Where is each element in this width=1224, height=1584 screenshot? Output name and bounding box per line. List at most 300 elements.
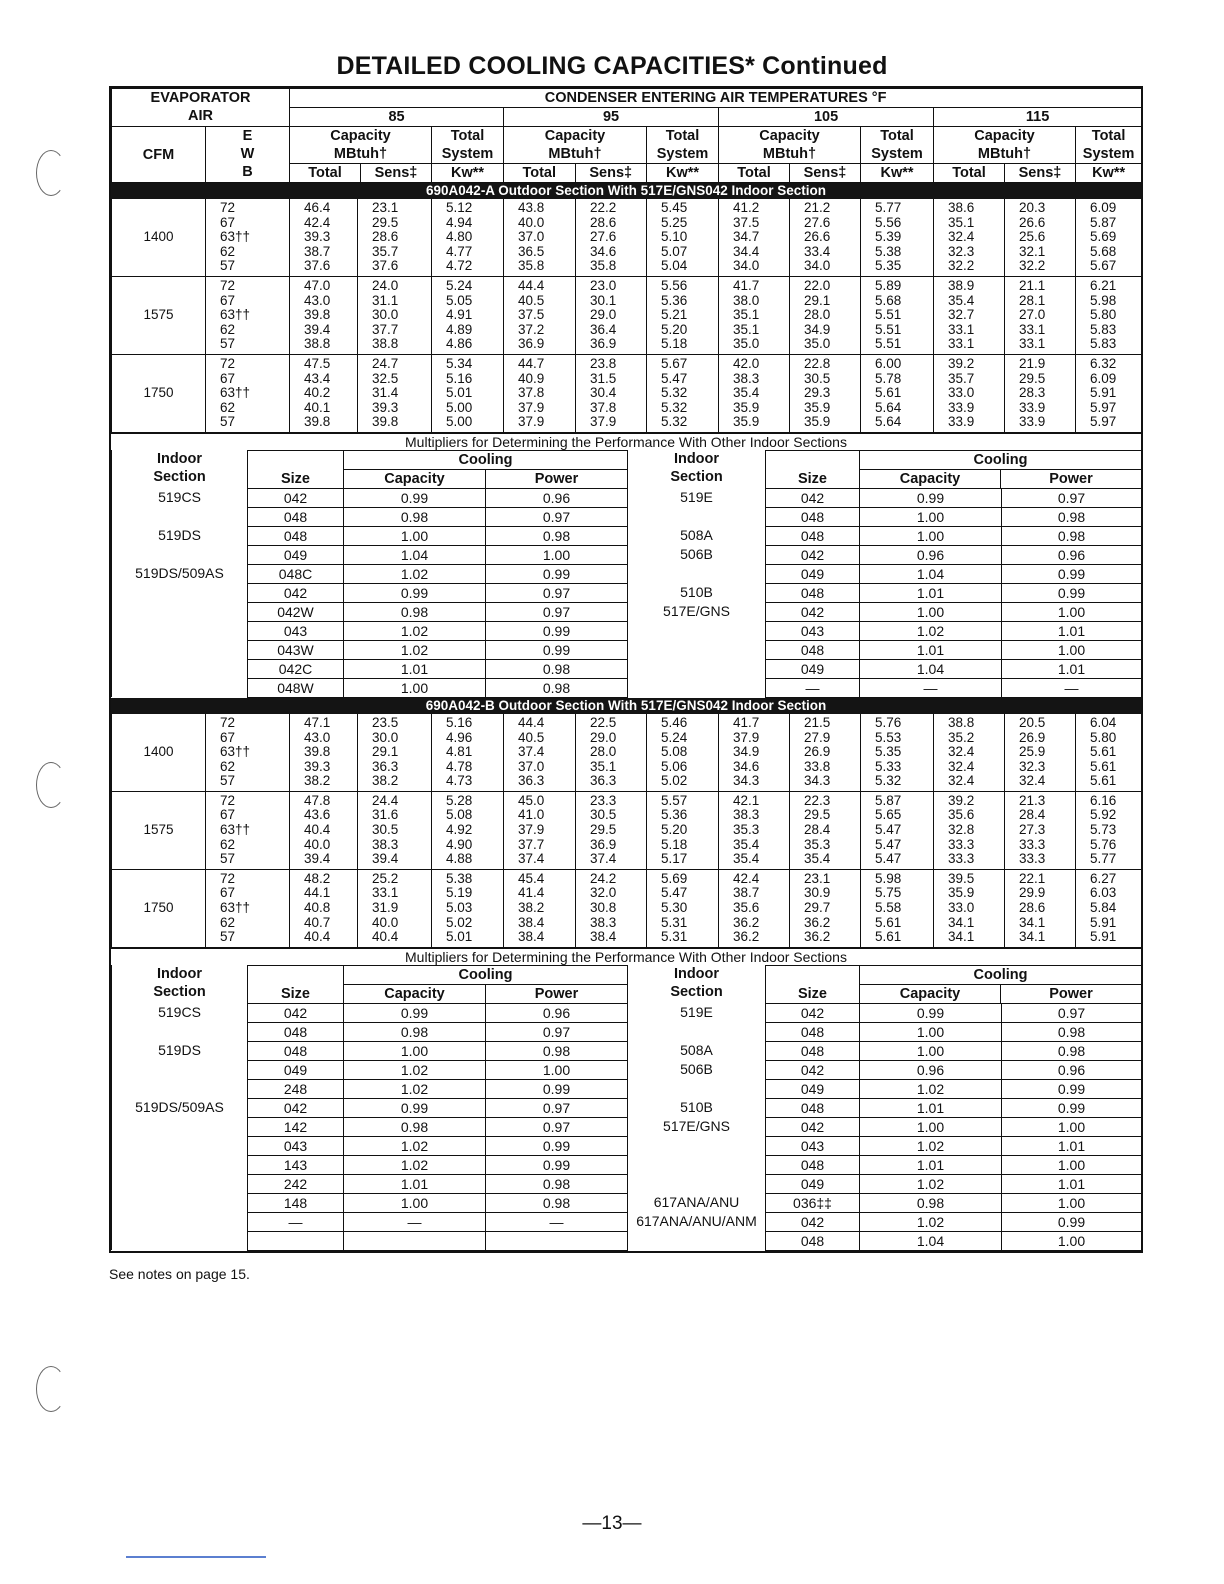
data-cell: 33.9 bbox=[948, 399, 975, 415]
multiplier-cell: 248 bbox=[248, 1079, 344, 1098]
multiplier-cell: 0.97 bbox=[486, 507, 628, 526]
data-cell: 5.33 bbox=[875, 758, 902, 774]
data-cell: 5.05 bbox=[446, 292, 473, 308]
data-cell: 33.3 bbox=[948, 836, 975, 852]
footer-rule bbox=[126, 1556, 266, 1558]
multiplier-cell: 0.98 bbox=[1002, 1022, 1142, 1041]
data-cell: 4.92 bbox=[446, 822, 473, 838]
data-cell: 36.2 bbox=[804, 929, 831, 945]
ewb-b: B bbox=[242, 164, 253, 180]
data-cell: 21.1 bbox=[1019, 277, 1046, 293]
data-cell: 6.32 bbox=[1090, 355, 1117, 371]
binder-hole-bottom bbox=[36, 1366, 66, 1412]
ewb-value: 72 bbox=[220, 792, 236, 808]
data-cell: 38.4 bbox=[590, 929, 617, 945]
performance-table bbox=[111, 714, 1142, 948]
data-cell: 40.7 bbox=[304, 914, 331, 930]
mult-section-label: Section bbox=[153, 984, 206, 1001]
multiplier-cell: 049 bbox=[766, 659, 860, 678]
data-cell: 34.6 bbox=[590, 243, 617, 259]
data-cell: 5.73 bbox=[1090, 822, 1117, 838]
multiplier-cell: 048W bbox=[248, 678, 344, 697]
multiplier-cell: 0.99 bbox=[486, 1136, 628, 1155]
data-cell: 40.5 bbox=[518, 292, 545, 308]
data-cell: 5.51 bbox=[875, 336, 902, 352]
multiplier-cell bbox=[344, 1231, 486, 1250]
ewb-header bbox=[206, 127, 290, 183]
multiplier-cell: 043 bbox=[766, 621, 860, 640]
data-cell: 5.02 bbox=[661, 773, 688, 789]
data-cell: 30.5 bbox=[372, 822, 399, 838]
data-cell: 33.4 bbox=[804, 243, 831, 259]
data-cell: 5.87 bbox=[875, 792, 902, 808]
data-cell: 29.7 bbox=[804, 900, 831, 916]
data-cell: 45.0 bbox=[518, 792, 545, 808]
data-cell: 5.31 bbox=[661, 914, 688, 930]
mult-section-label: Section bbox=[670, 984, 723, 1001]
condenser-header bbox=[290, 89, 1142, 127]
data-cell: 38.2 bbox=[304, 773, 331, 789]
data-cell: 32.0 bbox=[590, 885, 617, 901]
system-label: System bbox=[656, 146, 709, 162]
mult-indoor-label: Indoor bbox=[673, 966, 720, 983]
mult-size-header: Size bbox=[248, 450, 344, 488]
data-cell: 37.7 bbox=[372, 321, 399, 337]
data-column bbox=[861, 354, 934, 432]
data-cell: 39.2 bbox=[948, 355, 975, 371]
data-cell: 29.5 bbox=[804, 807, 831, 823]
data-cell: 5.39 bbox=[875, 229, 902, 245]
data-cell: 22.0 bbox=[804, 277, 831, 293]
data-cell: 37.6 bbox=[304, 258, 331, 274]
data-cell: 5.56 bbox=[661, 277, 688, 293]
ewb-value: 62 bbox=[220, 836, 236, 852]
multiplier-cell: 042 bbox=[766, 488, 860, 507]
multiplier-row bbox=[112, 1098, 1142, 1117]
ewb-value: 72 bbox=[220, 714, 236, 730]
multiplier-cell: 0.98 bbox=[486, 659, 628, 678]
data-cell: 33.9 bbox=[948, 414, 975, 430]
data-column bbox=[432, 276, 504, 354]
multiplier-cell bbox=[112, 659, 248, 678]
multiplier-cell: — bbox=[1002, 678, 1142, 697]
cfm-header: CFM bbox=[112, 127, 206, 183]
data-cell: 35.4 bbox=[804, 851, 831, 867]
data-column bbox=[719, 276, 790, 354]
mbtuh-label: MBtuh† bbox=[548, 146, 602, 162]
data-cell: 5.78 bbox=[875, 370, 902, 386]
multiplier-cell: 1.02 bbox=[344, 1079, 486, 1098]
data-cell: 5.45 bbox=[661, 200, 688, 215]
data-cell: 22.3 bbox=[804, 792, 831, 808]
kw-label: Kw** bbox=[861, 163, 933, 182]
multiplier-cell: 0.97 bbox=[486, 602, 628, 621]
multiplier-cell: 1.01 bbox=[344, 1174, 486, 1193]
total-col-label: Total bbox=[719, 164, 790, 182]
total-label: Total bbox=[450, 128, 485, 144]
ewb-values bbox=[206, 869, 290, 947]
data-cell: 32.1 bbox=[1019, 243, 1046, 259]
data-cell: 5.61 bbox=[1090, 773, 1117, 789]
data-cell: 38.9 bbox=[948, 277, 975, 293]
data-cell: 5.38 bbox=[875, 243, 902, 259]
data-column bbox=[432, 869, 504, 947]
data-column bbox=[290, 354, 358, 432]
data-cell: 44.4 bbox=[518, 277, 545, 293]
data-column bbox=[576, 714, 647, 791]
data-cell: 35.9 bbox=[733, 414, 760, 430]
data-cell: 23.1 bbox=[372, 200, 399, 215]
multiplier-cell: 1.01 bbox=[860, 583, 1002, 602]
data-cell: 39.8 bbox=[304, 744, 331, 760]
data-cell: 39.4 bbox=[304, 321, 331, 337]
data-cell: 35.9 bbox=[733, 399, 760, 415]
ewb-value: 67 bbox=[220, 292, 236, 308]
sections-container bbox=[111, 183, 1141, 1251]
multiplier-cell: 0.97 bbox=[486, 1022, 628, 1041]
multiplier-cell: 1.00 bbox=[860, 1041, 1002, 1060]
multiplier-cell: 0.99 bbox=[1002, 1079, 1142, 1098]
data-column bbox=[576, 869, 647, 947]
data-cell: 44.7 bbox=[518, 355, 545, 371]
total-col-label: Total bbox=[934, 164, 1005, 182]
data-cell: 5.00 bbox=[446, 399, 473, 415]
data-cell: 37.4 bbox=[518, 744, 545, 760]
data-column bbox=[1076, 869, 1142, 947]
data-cell: 35.0 bbox=[804, 336, 831, 352]
data-column bbox=[290, 869, 358, 947]
data-cell: 42.0 bbox=[733, 355, 760, 371]
multiplier-cell: 0.99 bbox=[486, 1079, 628, 1098]
multiplier-cell: 1.00 bbox=[860, 526, 1002, 545]
mult-cooling-label: Cooling bbox=[344, 966, 627, 985]
multiplier-cell: 1.00 bbox=[860, 507, 1002, 526]
data-cell: 5.01 bbox=[446, 385, 473, 401]
multipliers-caption: Multipliers for Determining the Performance With Other Indoor Sections bbox=[111, 948, 1141, 965]
data-column bbox=[576, 354, 647, 432]
ewb-values bbox=[206, 714, 290, 791]
ewb-value: 57 bbox=[220, 258, 236, 274]
multiplier-cell bbox=[628, 1136, 766, 1155]
data-cell: 5.07 bbox=[661, 243, 688, 259]
multiplier-cell: 143 bbox=[248, 1155, 344, 1174]
multiplier-cell bbox=[628, 1022, 766, 1041]
multiplier-cell: 0.97 bbox=[1002, 1003, 1142, 1022]
data-cell: 27.9 bbox=[804, 729, 831, 745]
cfm-group-row bbox=[112, 276, 1142, 354]
data-cell: 29.5 bbox=[590, 822, 617, 838]
data-cell: 34.1 bbox=[1019, 929, 1046, 945]
multiplier-cell: 617ANA/ANU bbox=[628, 1193, 766, 1212]
multiplier-cell: 517E/GNS bbox=[628, 602, 766, 621]
data-cell: 5.75 bbox=[875, 885, 902, 901]
data-column bbox=[1005, 199, 1076, 276]
multiplier-cell: 508A bbox=[628, 1041, 766, 1060]
multiplier-cell: 048 bbox=[248, 1022, 344, 1041]
data-cell: 5.47 bbox=[661, 370, 688, 386]
data-cell: 32.4 bbox=[948, 773, 975, 789]
data-cell: 5.35 bbox=[875, 258, 902, 274]
ewb-value: 63†† bbox=[220, 822, 251, 838]
ewb-value: 63†† bbox=[220, 744, 251, 760]
data-cell: 34.9 bbox=[804, 321, 831, 337]
mult-cooling-label: Cooling bbox=[860, 966, 1141, 985]
capacity-label: Capacity bbox=[544, 128, 606, 144]
data-cell: 5.57 bbox=[661, 792, 688, 808]
mult-cooling-label: Cooling bbox=[860, 451, 1141, 470]
data-cell: 5.80 bbox=[1090, 729, 1117, 745]
data-cell: 5.02 bbox=[446, 914, 473, 930]
data-cell: 6.00 bbox=[875, 355, 902, 371]
data-cell: 5.24 bbox=[661, 729, 688, 745]
data-column bbox=[934, 354, 1005, 432]
data-column bbox=[1076, 276, 1142, 354]
data-cell: 38.4 bbox=[518, 914, 545, 930]
multiplier-cell: 1.00 bbox=[1002, 602, 1142, 621]
data-cell: 43.8 bbox=[518, 200, 545, 215]
total-system-header-1 bbox=[647, 127, 719, 183]
multiplier-cell: 617ANA/ANU/ANM bbox=[628, 1212, 766, 1231]
data-column bbox=[576, 199, 647, 276]
data-cell: 29.0 bbox=[590, 307, 617, 323]
multiplier-cell: 0.96 bbox=[860, 1060, 1002, 1079]
data-cell: 35.9 bbox=[804, 414, 831, 430]
data-cell: 35.1 bbox=[733, 307, 760, 323]
data-cell: 39.8 bbox=[304, 307, 331, 323]
data-cell: 6.16 bbox=[1090, 792, 1117, 808]
multiplier-cell bbox=[112, 583, 248, 602]
system-label: System bbox=[871, 146, 923, 162]
data-cell: 5.32 bbox=[661, 399, 688, 415]
data-cell: 32.4 bbox=[948, 758, 975, 774]
total-label: Total bbox=[880, 128, 914, 144]
multiplier-cell: 048 bbox=[766, 583, 860, 602]
data-cell: 5.47 bbox=[875, 851, 902, 867]
multiplier-cell: 042W bbox=[248, 602, 344, 621]
multiplier-cell: 043W bbox=[248, 640, 344, 659]
data-cell: 40.9 bbox=[518, 370, 545, 386]
multiplier-row bbox=[112, 488, 1142, 507]
data-cell: 38.8 bbox=[372, 336, 399, 352]
sens-col-label: Sens‡ bbox=[1018, 165, 1062, 181]
data-column bbox=[861, 869, 934, 947]
data-cell: 31.1 bbox=[372, 292, 399, 308]
data-cell: 5.24 bbox=[446, 277, 473, 293]
data-cell: 40.2 bbox=[304, 385, 331, 401]
data-cell: 24.0 bbox=[372, 277, 399, 293]
data-cell: 30.4 bbox=[590, 385, 617, 401]
multiplier-cell: 510B bbox=[628, 1098, 766, 1117]
data-column bbox=[432, 791, 504, 869]
data-cell: 31.4 bbox=[372, 385, 399, 401]
data-cell: 47.1 bbox=[304, 714, 331, 730]
multiplier-row bbox=[112, 1193, 1142, 1212]
data-cell: 28.0 bbox=[590, 744, 617, 760]
multiplier-cell: 0.98 bbox=[344, 602, 486, 621]
multiplier-cell: 1.01 bbox=[860, 1098, 1002, 1117]
cfm-value: 1750 bbox=[112, 354, 206, 432]
data-cell: 37.5 bbox=[733, 214, 760, 230]
data-cell: 4.86 bbox=[446, 336, 473, 352]
cfm-group-row bbox=[112, 354, 1142, 432]
multiplier-cell: 0.97 bbox=[486, 1117, 628, 1136]
multiplier-cell: 1.00 bbox=[344, 1041, 486, 1060]
multiplier-cell: 042 bbox=[248, 583, 344, 602]
data-cell: 5.19 bbox=[446, 885, 473, 901]
data-cell: 36.4 bbox=[590, 321, 617, 337]
multiplier-cell: 048 bbox=[766, 507, 860, 526]
multiplier-cell: 1.00 bbox=[860, 602, 1002, 621]
multiplier-cell: 042C bbox=[248, 659, 344, 678]
data-cell: 5.46 bbox=[661, 714, 688, 730]
multiplier-cell: 1.02 bbox=[860, 1136, 1002, 1155]
data-column bbox=[719, 869, 790, 947]
ewb-value: 72 bbox=[220, 200, 236, 215]
data-cell: 37.9 bbox=[518, 399, 545, 415]
multiplier-cell: 049 bbox=[766, 1079, 860, 1098]
data-cell: 42.1 bbox=[733, 792, 760, 808]
data-cell: 35.4 bbox=[948, 292, 975, 308]
mult-capacity-label: Capacity bbox=[860, 470, 1001, 488]
multiplier-row bbox=[112, 640, 1142, 659]
multiplier-cell: 1.02 bbox=[344, 564, 486, 583]
data-cell: 5.51 bbox=[875, 321, 902, 337]
data-cell: 48.2 bbox=[304, 870, 331, 886]
data-cell: 34.6 bbox=[733, 758, 760, 774]
data-cell: 45.4 bbox=[518, 870, 545, 886]
capacity-table-frame bbox=[109, 86, 1143, 1253]
data-cell: 33.0 bbox=[948, 385, 975, 401]
data-cell: 40.4 bbox=[372, 929, 399, 945]
data-cell: 32.7 bbox=[948, 307, 975, 323]
multiplier-cell: 0.98 bbox=[344, 1117, 486, 1136]
multiplier-cell: 0.98 bbox=[860, 1193, 1002, 1212]
multiplier-cell: 0.99 bbox=[486, 621, 628, 640]
data-cell: 31.6 bbox=[372, 807, 399, 823]
data-cell: 5.67 bbox=[661, 355, 688, 371]
data-cell: 40.1 bbox=[304, 399, 331, 415]
data-cell: 5.91 bbox=[1090, 385, 1117, 401]
data-column bbox=[358, 199, 432, 276]
mult-indoor-header bbox=[112, 450, 248, 488]
data-cell: 43.6 bbox=[304, 807, 331, 823]
multiplier-row bbox=[112, 602, 1142, 621]
total-label: Total bbox=[1091, 128, 1126, 144]
multiplier-cell: 148 bbox=[248, 1193, 344, 1212]
multiplier-cell: 048 bbox=[766, 1231, 860, 1250]
data-cell: 24.7 bbox=[372, 355, 399, 371]
data-cell: 5.35 bbox=[875, 744, 902, 760]
total-system-header-3 bbox=[1076, 127, 1142, 183]
multiplier-cell: 049 bbox=[248, 1060, 344, 1079]
data-cell: 33.9 bbox=[1019, 414, 1046, 430]
data-cell: 35.4 bbox=[733, 836, 760, 852]
multiplier-row bbox=[112, 659, 1142, 678]
multiplier-cell: 1.00 bbox=[1002, 1117, 1142, 1136]
data-cell: 34.0 bbox=[733, 258, 760, 274]
multiplier-cell: 042 bbox=[248, 1098, 344, 1117]
multiplier-cell: 1.00 bbox=[1002, 640, 1142, 659]
multiplier-cell: 048 bbox=[766, 1022, 860, 1041]
data-column bbox=[790, 714, 861, 791]
data-column bbox=[358, 791, 432, 869]
data-cell: 36.2 bbox=[733, 929, 760, 945]
data-cell: 37.2 bbox=[518, 321, 545, 337]
multiplier-cell: 519DS/509AS bbox=[112, 1098, 248, 1117]
multiplier-cell: 1.01 bbox=[1002, 1174, 1142, 1193]
data-cell: 33.1 bbox=[372, 885, 399, 901]
data-cell: 31.5 bbox=[590, 370, 617, 386]
data-cell: 35.7 bbox=[948, 370, 975, 386]
data-cell: 26.9 bbox=[1019, 729, 1046, 745]
data-cell: 5.47 bbox=[875, 822, 902, 838]
multiplier-cell: 0.96 bbox=[486, 488, 628, 507]
data-cell: 5.91 bbox=[1090, 914, 1117, 930]
data-cell: 21.5 bbox=[804, 714, 831, 730]
multiplier-cell: 1.02 bbox=[344, 1060, 486, 1079]
multiplier-row bbox=[112, 1155, 1142, 1174]
data-cell: 33.0 bbox=[948, 900, 975, 916]
ewb-value: 72 bbox=[220, 870, 236, 886]
multiplier-cell: 1.00 bbox=[860, 1117, 1002, 1136]
data-cell: 31.9 bbox=[372, 900, 399, 916]
data-cell: 30.1 bbox=[590, 292, 617, 308]
multiplier-cell: 506B bbox=[628, 1060, 766, 1079]
mult-section-label: Section bbox=[670, 469, 723, 486]
data-cell: 38.3 bbox=[733, 370, 760, 386]
mult-capacity-label: Capacity bbox=[344, 470, 486, 488]
data-cell: 37.0 bbox=[518, 758, 545, 774]
data-cell: 33.3 bbox=[1019, 851, 1046, 867]
data-cell: 37.9 bbox=[733, 729, 760, 745]
multiplier-cell: 1.00 bbox=[1002, 1193, 1142, 1212]
data-cell: 39.5 bbox=[948, 870, 975, 886]
data-cell: 40.0 bbox=[372, 914, 399, 930]
data-column bbox=[861, 276, 934, 354]
data-cell: 30.5 bbox=[804, 370, 831, 386]
data-column bbox=[1005, 869, 1076, 947]
multiplier-cell bbox=[112, 602, 248, 621]
ewb-value: 63†† bbox=[220, 229, 251, 245]
cfm-group-row bbox=[112, 714, 1142, 791]
data-cell: 5.12 bbox=[446, 200, 473, 215]
data-cell: 5.68 bbox=[875, 292, 902, 308]
multiplier-cell: 049 bbox=[766, 1174, 860, 1193]
data-cell: 25.6 bbox=[1019, 229, 1046, 245]
data-cell: 41.7 bbox=[733, 277, 760, 293]
multiplier-cell: 0.98 bbox=[344, 507, 486, 526]
data-cell: 5.10 bbox=[661, 229, 688, 245]
data-cell: 28.0 bbox=[804, 307, 831, 323]
multiplier-cell: 1.02 bbox=[344, 621, 486, 640]
data-cell: 36.9 bbox=[590, 836, 617, 852]
data-cell: 30.9 bbox=[804, 885, 831, 901]
data-cell: 23.8 bbox=[590, 355, 617, 371]
multiplier-cell: 1.02 bbox=[860, 1212, 1002, 1231]
multiplier-cell: — bbox=[486, 1212, 628, 1231]
multiplier-cell bbox=[112, 1212, 248, 1231]
data-cell: 36.9 bbox=[590, 336, 617, 352]
data-cell: 5.68 bbox=[1090, 243, 1117, 259]
data-cell: 41.0 bbox=[518, 807, 545, 823]
data-cell: 20.5 bbox=[1019, 714, 1046, 730]
data-cell: 4.91 bbox=[446, 307, 473, 323]
multiplier-cell: 0.99 bbox=[486, 1155, 628, 1174]
data-cell: 4.96 bbox=[446, 729, 473, 745]
temp-row bbox=[290, 108, 1141, 126]
temp-105: 105 bbox=[719, 108, 934, 126]
data-cell: 36.2 bbox=[733, 914, 760, 930]
